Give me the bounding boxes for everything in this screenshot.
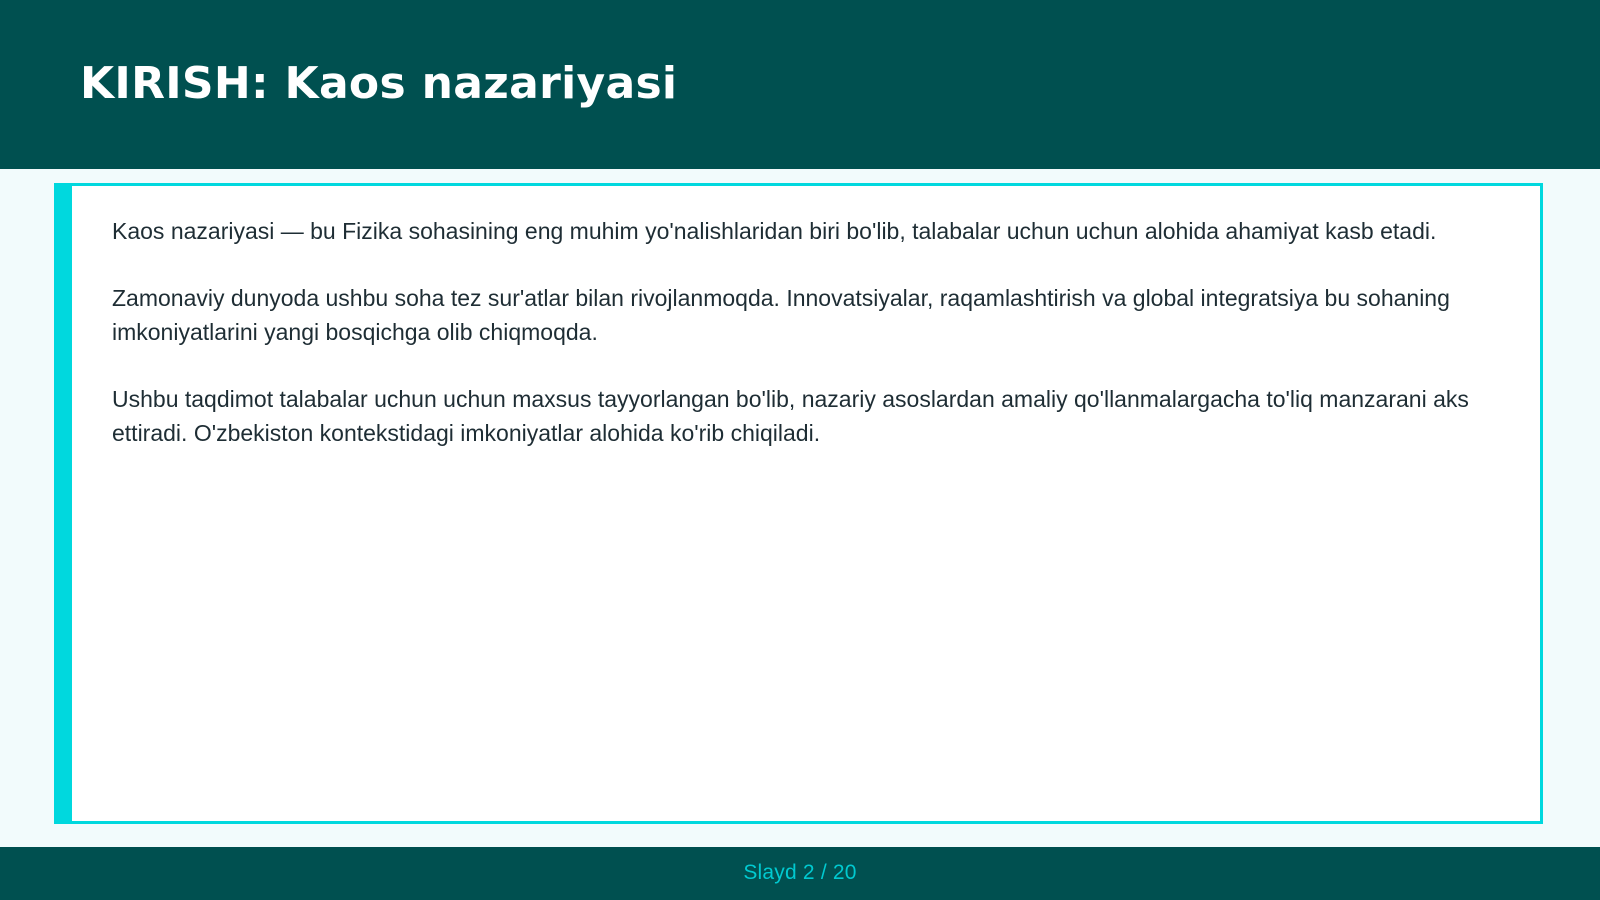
slide-number: Slayd 2 / 20 (743, 861, 857, 884)
paragraph-intro: Kaos nazariyasi — bu Fizika sohasining eng muhim yo'nalishlaridan biri bo'lib, talabalar uchun uchun alohida ahamiyat kasb etadi. (112, 218, 1437, 244)
content-panel (54, 183, 1543, 824)
content-text (112, 214, 1502, 483)
slide-title: KIRISH: Kaos nazariyasi (80, 58, 678, 109)
slide-header (0, 0, 1600, 169)
paragraph-modern-world: Zamonaviy dunyoda ushbu soha tez sur'atlar bilan rivojlanmoqda. Innovatsiyalar, raqamlashtirish va global integratsiya bu sohaning imkoniyatlarini yangi bosqichga olib chiqmoqda. (112, 285, 1450, 345)
paragraph-presentation-purpose: Ushbu taqdimot talabalar uchun uchun maxsus tayyorlangan bo'lib, nazariy asoslardan amaliy qo'llanmalargacha to'liq manzarani aks ettiradi. O'zbekiston kontekstidagi imkoniyatlar alohida ko'rib chiqiladi. (112, 386, 1469, 446)
slide-footer (0, 847, 1600, 900)
